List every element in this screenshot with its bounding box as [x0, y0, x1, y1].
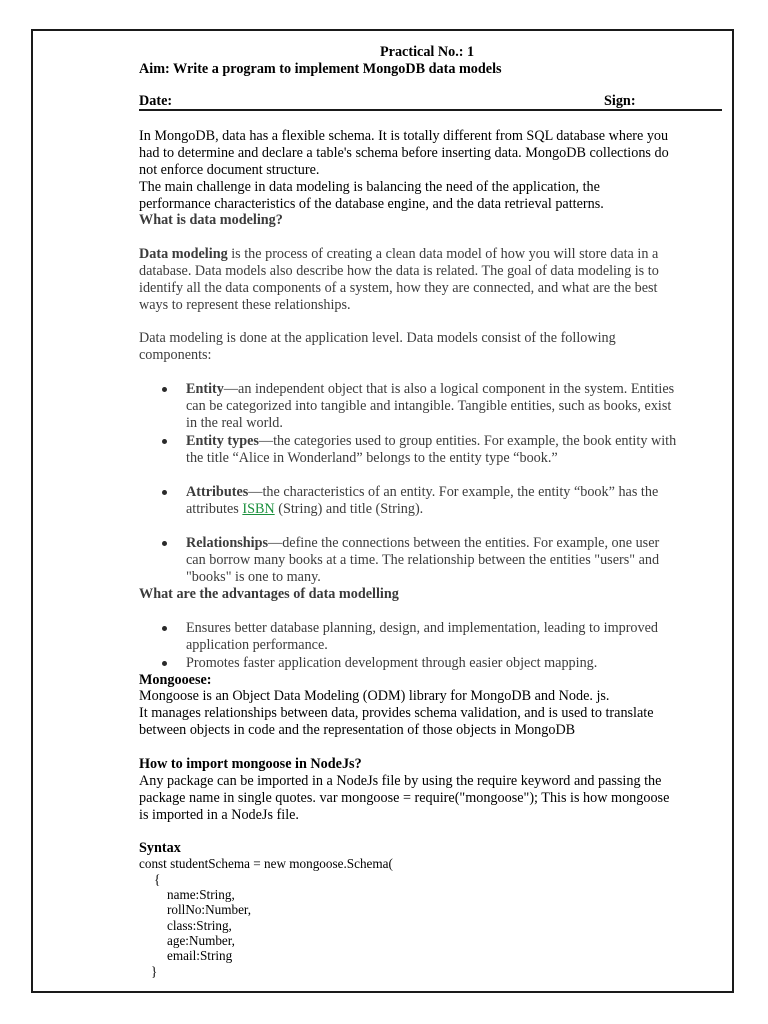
- paragraph-line: between objects in code and the representation of those objects in MongoDB: [139, 722, 576, 738]
- code-line: {: [154, 872, 161, 887]
- list-item-cont: can be categorized into tangible and intangible. Tangible entities, such as books, exist: [186, 398, 672, 414]
- list-item-cont: in the real world.: [186, 415, 283, 431]
- bullet-icon: [162, 661, 167, 666]
- intro-line: The main challenge in data modeling is balancing the need of the application, the: [139, 179, 600, 195]
- date-label: Date:: [139, 93, 173, 109]
- code-line: name:String,: [167, 887, 235, 902]
- paragraph-line: is imported in a NodeJs file.: [139, 807, 299, 823]
- list-item: Promotes faster application development through easier object mapping.: [186, 655, 598, 671]
- list-item: Entity—an independent object that is also a logical component in the system. Entities: [186, 381, 675, 397]
- code-line: const studentSchema = new mongoose.Schema(: [139, 856, 393, 871]
- paragraph-line: components:: [139, 347, 212, 363]
- term-data-modeling: Data modeling: [139, 246, 228, 262]
- isbn-link[interactable]: ISBN: [242, 501, 275, 517]
- paragraph-line: package name in single quotes. var mongoose = require("mongoose"); This is how mongoose: [139, 790, 670, 806]
- practical-number: Practical No.: 1: [380, 44, 475, 60]
- bullet-icon: [162, 387, 167, 392]
- paragraph-line: Any package can be imported in a NodeJs file by using the require keyword and passing the: [139, 773, 662, 789]
- intro-line: performance characteristics of the database engine, and the data retrieval patterns.: [139, 196, 604, 212]
- paragraph-line: Data modeling is done at the application level. Data models consist of the following: [139, 330, 616, 346]
- list-item-cont: can borrow many books at a time. The relationship between the entities "users" and: [186, 552, 660, 568]
- advantages-heading: What are the advantages of data modelling: [139, 586, 399, 602]
- list-item: Ensures better database planning, design, and implementation, leading to improved: [186, 620, 659, 636]
- list-item-cont: attributes ISBN (String) and title (String).: [186, 501, 424, 517]
- list-item: Attributes—the characteristics of an entity. For example, the entity “book” has the: [186, 484, 659, 500]
- code-line: class:String,: [167, 918, 232, 933]
- paragraph-line: It manages relationships between data, provides schema validation, and is used to translate: [139, 705, 654, 721]
- paragraph-line: ways to represent these relationships.: [139, 297, 351, 313]
- list-item-cont: application performance.: [186, 637, 328, 653]
- code-line: }: [151, 964, 158, 979]
- paragraph-line: Data modeling is the process of creating a clean data model of how you will store data in a: [139, 246, 659, 262]
- code-line: rollNo:Number,: [167, 902, 252, 917]
- list-item: Relationships—define the connections between the entities. For example, one user: [186, 535, 660, 551]
- bullet-icon: [162, 541, 167, 546]
- paragraph-line: Mongoose is an Object Data Modeling (ODM) library for MongoDB and Node. js.: [139, 688, 610, 704]
- bullet-icon: [162, 439, 167, 444]
- list-item-cont: the title “Alice in Wonderland” belongs to the entity type “book.”: [186, 450, 558, 466]
- what-is-heading: What is data modeling?: [139, 212, 283, 228]
- mongoose-heading: Mongooese:: [139, 672, 212, 688]
- list-item-cont: "books" is one to many.: [186, 569, 321, 585]
- sign-label: Sign:: [604, 93, 636, 109]
- paragraph-line: identify all the data components of a system, how they are connected, and what are the best: [139, 280, 658, 296]
- bullet-icon: [162, 626, 167, 631]
- list-item: Entity types—the categories used to group entities. For example, the book entity with: [186, 433, 677, 449]
- paragraph-line: database. Data models also describe how the data is related. The goal of data modeling is to: [139, 263, 659, 279]
- code-line: age:Number,: [167, 933, 235, 948]
- intro-line: had to determine and declare a table's schema before inserting data. MongoDB collections do: [139, 145, 669, 161]
- aim-heading: Aim: Write a program to implement MongoDB data models: [139, 61, 502, 77]
- code-line: email:String: [167, 948, 233, 963]
- intro-line: not enforce document structure.: [139, 162, 320, 178]
- bullet-icon: [162, 490, 167, 495]
- import-heading: How to import mongoose in NodeJs?: [139, 756, 362, 772]
- intro-line: In MongoDB, data has a flexible schema. It is totally different from SQL database where you: [139, 128, 669, 144]
- syntax-heading: Syntax: [139, 840, 181, 856]
- header-rule: [139, 109, 722, 111]
